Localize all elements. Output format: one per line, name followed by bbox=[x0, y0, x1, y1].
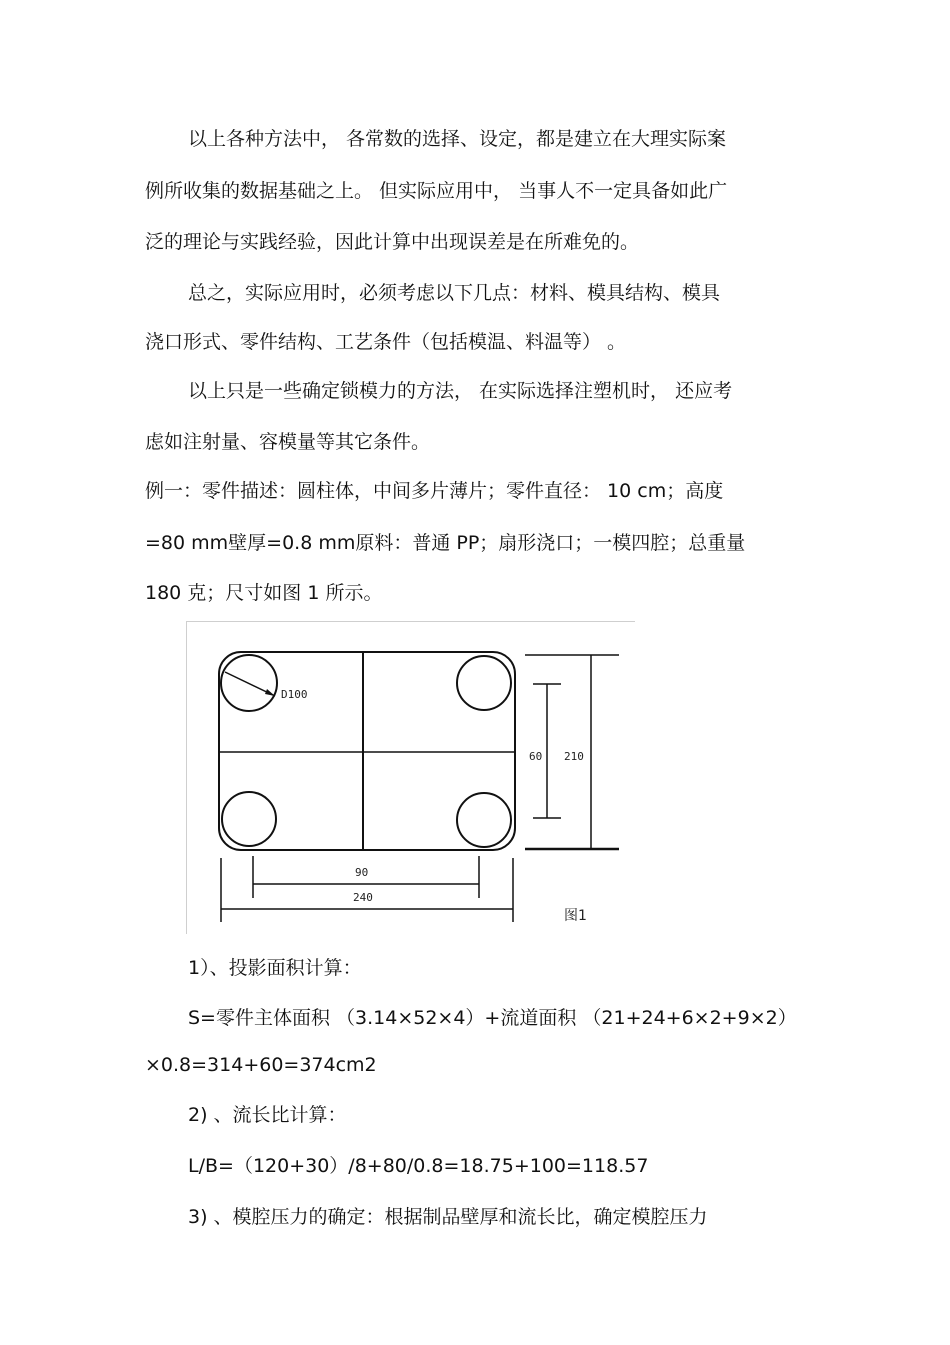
paragraph-line: 以上各种方法中， 各常数的选择、设定，都是建立在大理实际案 bbox=[188, 128, 727, 150]
paragraph-line: 总之，实际应用时，必须考虑以下几点：材料、模具结构、模具 bbox=[188, 282, 721, 304]
figure-svg bbox=[187, 622, 635, 934]
paragraph-line: ×0.8=314+60=374cm2 bbox=[145, 1054, 377, 1076]
cavity-circle-top-right bbox=[457, 656, 511, 710]
paragraph-line: 以上只是一些确定锁模力的方法， 在实际选择注塑机时， 还应考 bbox=[188, 380, 733, 402]
paragraph-line: 例一：零件描述：圆柱体，中间多片薄片；零件直径： 10 cm；高度 bbox=[145, 480, 724, 502]
paragraph-line: 虑如注射量、容模量等其它条件。 bbox=[145, 431, 431, 453]
figure-caption: 图1 bbox=[564, 908, 587, 924]
paragraph-line: 泛的理论与实践经验，因此计算中出现误差是在所难免的。 bbox=[145, 231, 640, 253]
paragraph-line: L/B=（120+30）/8+80/0.8=18.75+100=118.57 bbox=[188, 1155, 649, 1177]
paragraph-line: 1）、投影面积计算： bbox=[188, 957, 362, 979]
part-outline bbox=[219, 652, 515, 850]
paragraph-line: 2) 、流长比计算： bbox=[188, 1104, 347, 1126]
label-90: 90 bbox=[355, 866, 369, 879]
figure-1-drawing bbox=[186, 621, 635, 934]
paragraph-line: 浇口形式、零件结构、工艺条件（包括模温、料温等） 。 bbox=[145, 331, 627, 353]
cavity-circle-bottom-right bbox=[457, 793, 511, 847]
paragraph-line: 180 克；尺寸如图 1 所示。 bbox=[145, 582, 383, 604]
paragraph-line: 例所收集的数据基础之上。 但实际应用中， 当事人不一定具备如此广 bbox=[145, 180, 728, 202]
label-d100: D100 bbox=[281, 688, 308, 701]
paragraph-line: 3) 、模腔压力的确定：根据制品壁厚和流长比，确定模腔压力 bbox=[188, 1206, 708, 1228]
cavity-circle-bottom-left bbox=[222, 792, 276, 846]
label-240: 240 bbox=[353, 891, 373, 904]
label-210: 210 bbox=[564, 750, 584, 763]
label-60: 60 bbox=[529, 750, 543, 763]
paragraph-line: =80 mm壁厚=0.8 mm原料：普通 PP；扇形浇口；一模四腔；总重量 bbox=[145, 532, 746, 554]
paragraph-line: S=零件主体面积 （3.14×52×4）+流道面积 （21+24+6×2+9×2） bbox=[188, 1007, 797, 1029]
diameter-arrow bbox=[265, 689, 275, 696]
